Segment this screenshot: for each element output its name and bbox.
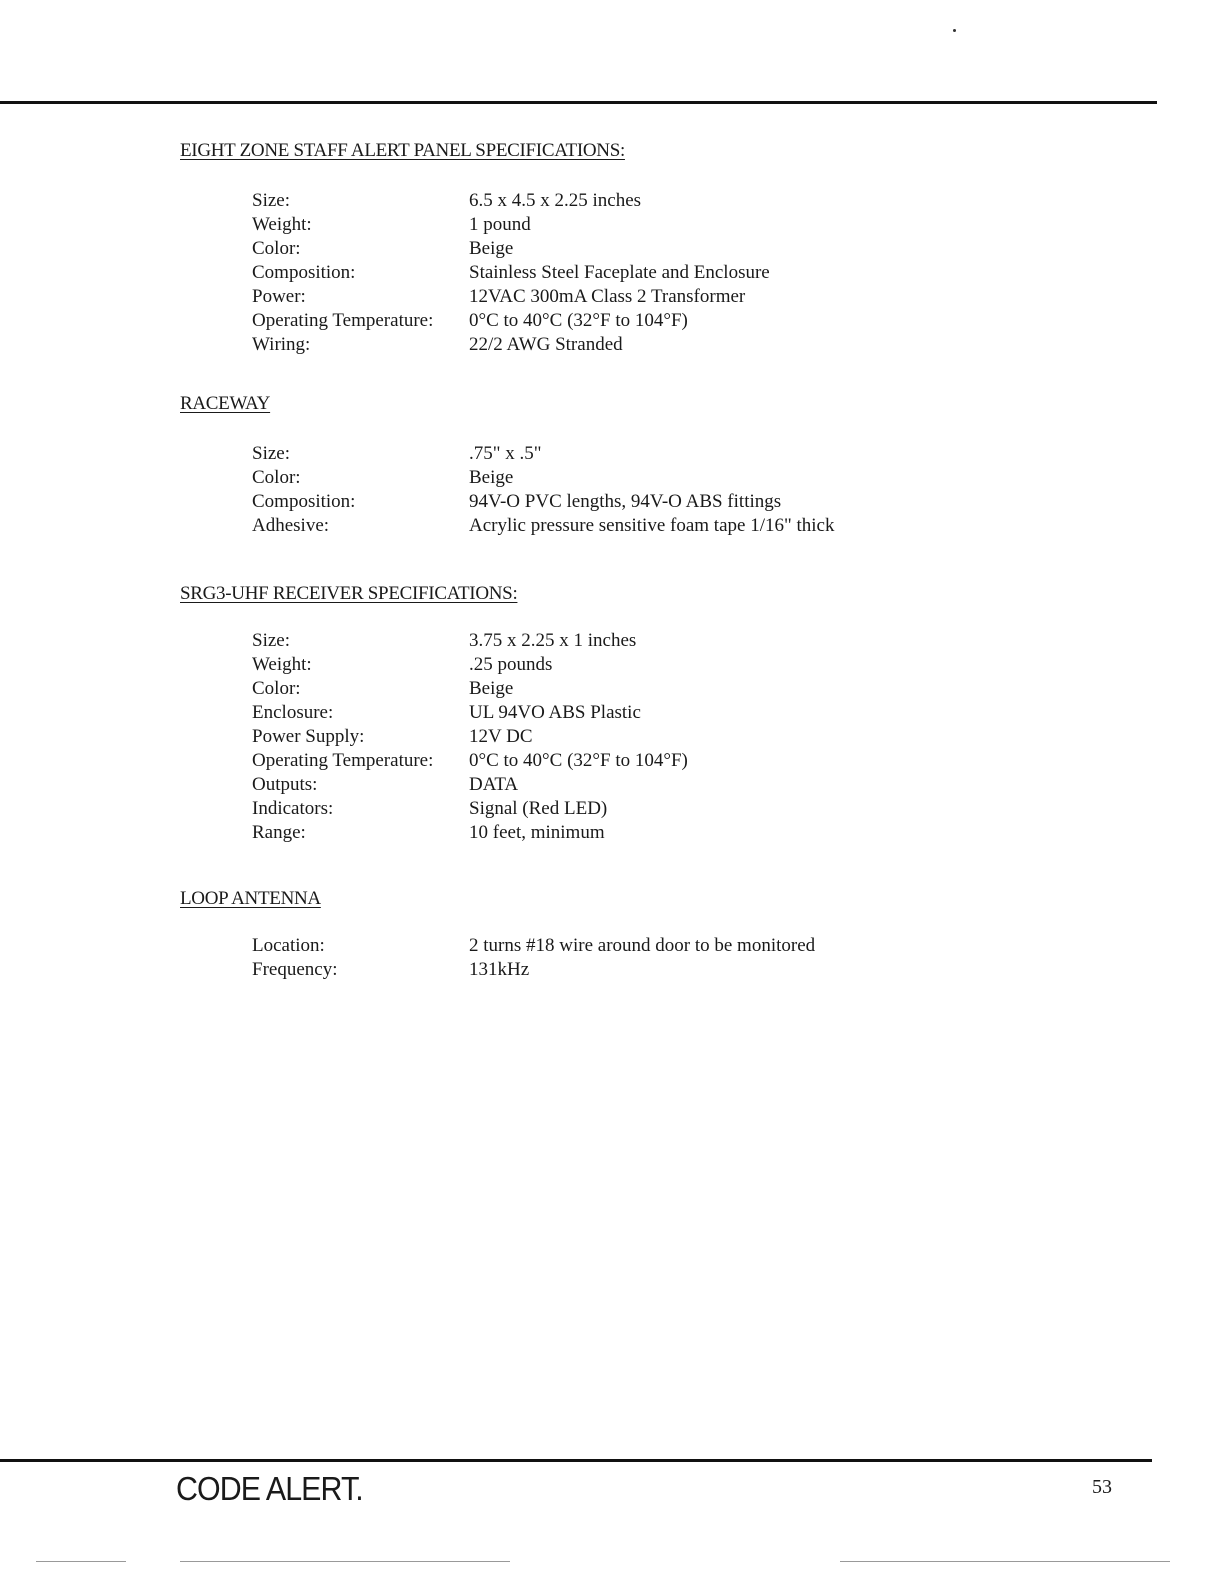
header-rule: [0, 101, 1157, 104]
spec-value: 131kHz: [469, 959, 530, 980]
spec-value: 12V DC: [469, 726, 533, 747]
section-heading: EIGHT ZONE STAFF ALERT PANEL SPECIFICATIONS:: [180, 140, 625, 161]
section-heading: RACEWAY: [180, 393, 271, 414]
spec-value: Beige: [469, 467, 514, 488]
spec-value: 3.75 x 2.25 x 1 inches: [469, 630, 637, 651]
spec-list: [180, 442, 1080, 538]
spec-value: 0°C to 40°C (32°F to 104°F): [469, 750, 688, 771]
spec-label: Composition:: [252, 262, 356, 283]
spec-row: [180, 490, 1080, 514]
spec-value: .75" x .5": [469, 443, 542, 464]
spec-row: [180, 333, 1080, 357]
spec-row: [180, 213, 1080, 237]
spec-value: 0°C to 40°C (32°F to 104°F): [469, 310, 688, 331]
section-srg3-receiver: [180, 583, 1080, 845]
spec-row: [180, 749, 1080, 773]
spec-row: [180, 701, 1080, 725]
spec-value: 6.5 x 4.5 x 2.25 inches: [469, 190, 642, 211]
spec-value: 94V-O PVC lengths, 94V-O ABS fittings: [469, 491, 782, 512]
spec-row: [180, 514, 1080, 538]
spec-label: Color:: [252, 238, 301, 259]
spec-row: [180, 309, 1080, 333]
spec-value: Stainless Steel Faceplate and Enclosure: [469, 262, 770, 283]
spec-label: Size:: [252, 190, 290, 211]
spec-value: DATA: [469, 774, 519, 795]
spec-row: [180, 821, 1080, 845]
spec-row: [180, 725, 1080, 749]
spec-label: Wiring:: [252, 334, 311, 355]
scan-artifact: [180, 1561, 510, 1562]
spec-list: [180, 934, 1080, 982]
spec-label: Outputs:: [252, 774, 318, 795]
spec-label: Power Supply:: [252, 726, 365, 747]
code-alert-logo: CODE ALERT.: [176, 1470, 363, 1507]
spec-value: UL 94VO ABS Plastic: [469, 702, 641, 723]
section-heading: SRG3-UHF RECEIVER SPECIFICATIONS:: [180, 583, 518, 604]
spec-row: [180, 934, 1080, 958]
spec-label: Frequency:: [252, 959, 338, 980]
spec-row: [180, 442, 1080, 466]
spec-row: [180, 677, 1080, 701]
spec-label: Enclosure:: [252, 702, 334, 723]
spec-label: Weight:: [252, 214, 312, 235]
section-eight-zone-panel: [180, 140, 1080, 357]
scan-artifact: [36, 1561, 126, 1562]
spec-row: [180, 261, 1080, 285]
spec-row: [180, 958, 1080, 982]
page-number: 53: [1092, 1476, 1112, 1498]
spec-label: Color:: [252, 467, 301, 488]
spec-label: Adhesive:: [252, 515, 330, 536]
spec-row: [180, 773, 1080, 797]
spec-value: 12VAC 300mA Class 2 Transformer: [469, 286, 746, 307]
spec-value: 22/2 AWG Stranded: [469, 334, 623, 355]
section-heading: LOOP ANTENNA: [180, 888, 321, 909]
spec-row: [180, 629, 1080, 653]
spec-row: [180, 466, 1080, 490]
spec-row: [180, 285, 1080, 309]
spec-list: [180, 629, 1080, 845]
spec-label: Color:: [252, 678, 301, 699]
spec-value: 1 pound: [469, 214, 531, 235]
spec-label: Weight:: [252, 654, 312, 675]
scan-artifact: [840, 1561, 1170, 1562]
spec-row: [180, 797, 1080, 821]
section-raceway: [180, 393, 1080, 538]
spec-label: Location:: [252, 935, 325, 956]
footer-rule: [0, 1459, 1152, 1462]
spec-label: Size:: [252, 443, 290, 464]
spec-value: Acrylic pressure sensitive foam tape 1/16" thick: [469, 515, 835, 536]
spec-value: .25 pounds: [469, 654, 553, 675]
spec-list: [180, 189, 1080, 357]
spec-value: 2 turns #18 wire around door to be monitored: [469, 935, 816, 956]
spec-label: Size:: [252, 630, 290, 651]
spec-value: Beige: [469, 238, 514, 259]
spec-label: Operating Temperature:: [252, 310, 434, 331]
spec-label: Indicators:: [252, 798, 334, 819]
section-loop-antenna: [180, 888, 1080, 982]
spec-label: Range:: [252, 822, 306, 843]
spec-value: Beige: [469, 678, 514, 699]
spec-row: [180, 189, 1080, 213]
spec-label: Power:: [252, 286, 306, 307]
spec-label: Operating Temperature:: [252, 750, 434, 771]
scan-speck: [953, 29, 956, 32]
spec-row: [180, 237, 1080, 261]
spec-label: Composition:: [252, 491, 356, 512]
spec-row: [180, 653, 1080, 677]
spec-value: Signal (Red LED): [469, 798, 608, 819]
spec-value: 10 feet, minimum: [469, 822, 605, 843]
